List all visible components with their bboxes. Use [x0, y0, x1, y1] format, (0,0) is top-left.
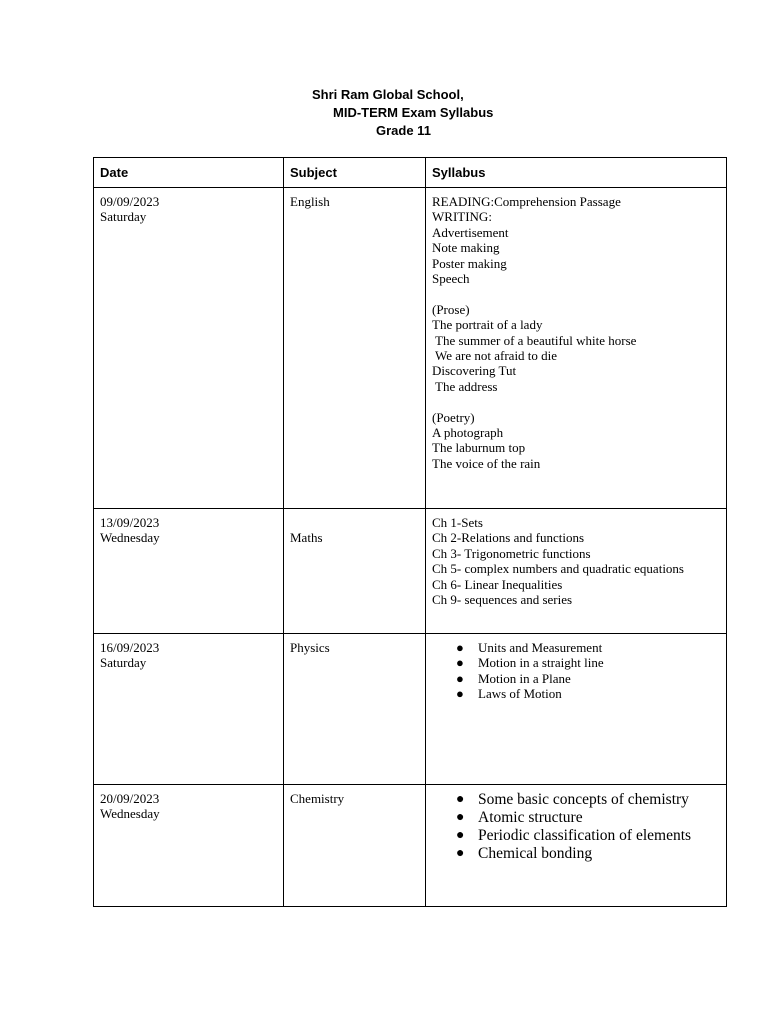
- date-cell: [94, 785, 284, 907]
- syllabus-cell: [426, 509, 727, 634]
- topic-label: Laws of Motion: [478, 686, 562, 702]
- list-item: [432, 640, 720, 655]
- table-row-physics: [94, 634, 727, 785]
- list-item: [432, 671, 720, 686]
- syllabus-line: READING:Comprehension Passage: [432, 194, 621, 209]
- subject-name: Physics: [290, 640, 330, 655]
- exam-title: MID-TERM Exam Syllabus: [333, 105, 494, 120]
- subject-name: English: [290, 194, 330, 209]
- table-row-english: [94, 188, 727, 509]
- exam-date: 13/09/2023: [100, 515, 160, 530]
- syllabus-line: Ch 9- sequences and series: [432, 592, 573, 608]
- topic-label: Units and Measurement: [478, 640, 603, 655]
- date-cell: [94, 634, 284, 785]
- list-item: [432, 686, 720, 701]
- topic-label: Some basic concepts of chemistry: [478, 791, 689, 808]
- topic-list: [432, 791, 720, 863]
- syllabus-line: The portrait of a lady: [432, 317, 543, 333]
- list-item: [432, 655, 720, 670]
- syllabus-line: Discovering Tut: [432, 363, 517, 379]
- school-name: Shri Ram Global School,: [312, 87, 464, 102]
- bullet-icon: ●: [456, 792, 465, 807]
- exam-date: 20/09/2023: [100, 791, 160, 806]
- syllabus-line: WRITING:: [432, 209, 492, 225]
- bullet-icon: ●: [456, 846, 465, 861]
- bullet-icon: ●: [456, 828, 465, 843]
- topic-label: Chemical bonding: [478, 845, 593, 862]
- topic-label: Motion in a Plane: [478, 670, 571, 686]
- syllabus-line: Speech: [432, 271, 470, 287]
- syllabus-line: Advertisement: [432, 224, 509, 240]
- exam-day: Saturday: [100, 209, 147, 225]
- topic-label: Motion in a straight line: [478, 655, 604, 671]
- syllabus-line: A photograph: [432, 425, 504, 441]
- exam-day: Wednesday: [100, 806, 160, 822]
- syllabus-line: Ch 1-Sets: [432, 515, 483, 530]
- syllabus-line: We are not afraid to die: [432, 348, 558, 364]
- list-item: [432, 827, 720, 845]
- exam-day: Wednesday: [100, 530, 160, 546]
- syllabus-line: Ch 2-Relations and functions: [432, 530, 585, 546]
- list-item: [432, 809, 720, 827]
- spacer: [432, 286, 720, 301]
- date-cell: [94, 509, 284, 634]
- syllabus-line: Note making: [432, 240, 500, 256]
- table-header-row: [94, 158, 727, 188]
- column-header-date: Date: [94, 158, 284, 188]
- table-row-chemistry: [94, 785, 727, 907]
- syllabus-line: (Poetry): [432, 409, 475, 425]
- topic-label: Atomic structure: [478, 809, 583, 826]
- bullet-icon: ●: [456, 810, 465, 825]
- column-header-syllabus: Syllabus: [426, 158, 727, 188]
- syllabus-cell: [426, 785, 727, 907]
- bullet-icon: ●: [456, 686, 464, 702]
- bullet-icon: ●: [456, 670, 464, 686]
- topic-list: [432, 640, 720, 702]
- spacer: [432, 394, 720, 409]
- column-header-subject: Subject: [284, 158, 426, 188]
- syllabus-line: The summer of a beautiful white horse: [432, 332, 637, 348]
- syllabus-cell: [426, 634, 727, 785]
- syllabus-line: Ch 3- Trigonometric functions: [432, 545, 591, 561]
- list-item: [432, 791, 720, 809]
- subject-name: Chemistry: [290, 791, 345, 806]
- syllabus-table: [93, 157, 727, 907]
- subject-name: Maths: [290, 530, 323, 545]
- topic-label: Periodic classification of elements: [478, 827, 692, 844]
- subject-cell: [284, 509, 426, 634]
- date-cell: [94, 188, 284, 509]
- syllabus-line: Poster making: [432, 255, 507, 271]
- syllabus-line: (Prose): [432, 301, 470, 317]
- grade-label: Grade 11: [376, 123, 431, 138]
- exam-date: 16/09/2023: [100, 640, 160, 655]
- exam-day: Saturday: [100, 655, 147, 671]
- bullet-icon: ●: [456, 655, 464, 671]
- bullet-icon: ●: [456, 640, 464, 655]
- exam-date: 09/09/2023: [100, 194, 160, 209]
- subject-cell: [284, 188, 426, 509]
- list-item: [432, 845, 720, 863]
- table-row-maths: [94, 509, 727, 634]
- syllabus-line: The address: [432, 378, 498, 394]
- syllabus-line: Ch 6- Linear Inequalities: [432, 576, 563, 592]
- subject-cell: [284, 785, 426, 907]
- syllabus-cell: [426, 188, 727, 509]
- subject-cell: [284, 634, 426, 785]
- syllabus-line: The voice of the rain: [432, 455, 541, 471]
- syllabus-line: The laburnum top: [432, 440, 526, 456]
- syllabus-line: Ch 5- complex numbers and quadratic equations: [432, 561, 684, 577]
